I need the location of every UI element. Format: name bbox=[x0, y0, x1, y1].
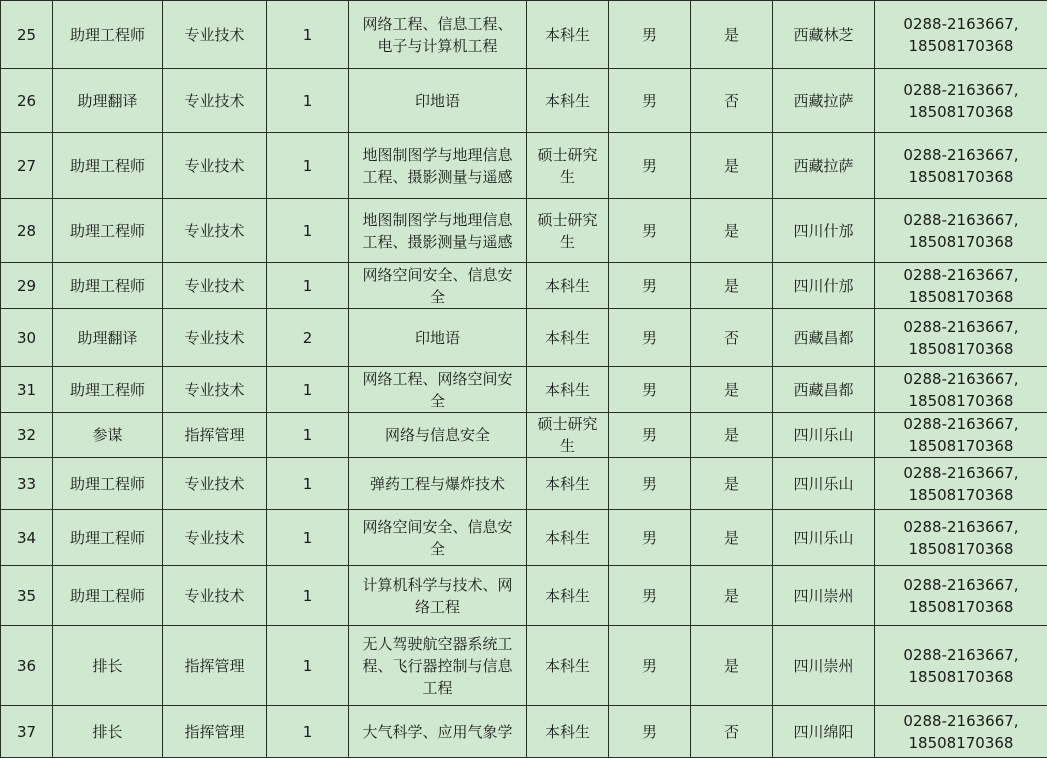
hiring-count: 1 bbox=[267, 367, 349, 413]
position-category: 专业技术 bbox=[163, 263, 267, 309]
contact-phone: 0288-2163667, 18508170368 bbox=[875, 413, 1047, 458]
position-category: 专业技术 bbox=[163, 133, 267, 199]
major-requirement: 计算机科学与技术、网 络工程 bbox=[349, 566, 527, 626]
hiring-count: 1 bbox=[267, 626, 349, 706]
table-row bbox=[1, 1, 1047, 69]
work-location: 西藏拉萨 bbox=[773, 133, 875, 199]
row-number: 33 bbox=[1, 458, 53, 510]
contact-phone: 0288-2163667, 18508170368 bbox=[875, 626, 1047, 706]
row-number: 34 bbox=[1, 510, 53, 566]
flag-value: 是 bbox=[691, 133, 773, 199]
hiring-count: 1 bbox=[267, 69, 349, 133]
hiring-count: 1 bbox=[267, 458, 349, 510]
hiring-count: 1 bbox=[267, 199, 349, 263]
position-category: 专业技术 bbox=[163, 69, 267, 133]
flag-value: 是 bbox=[691, 626, 773, 706]
major-requirement: 网络工程、网络空间安 全 bbox=[349, 367, 527, 413]
flag-value: 是 bbox=[691, 510, 773, 566]
education-requirement: 本科生 bbox=[527, 706, 609, 758]
education-requirement: 本科生 bbox=[527, 69, 609, 133]
position-name: 助理翻译 bbox=[53, 69, 163, 133]
table-row bbox=[1, 706, 1047, 758]
row-number: 32 bbox=[1, 413, 53, 458]
flag-value: 是 bbox=[691, 413, 773, 458]
work-location: 四川崇州 bbox=[773, 626, 875, 706]
education-requirement: 本科生 bbox=[527, 566, 609, 626]
position-name: 助理工程师 bbox=[53, 367, 163, 413]
position-category: 专业技术 bbox=[163, 458, 267, 510]
row-number: 37 bbox=[1, 706, 53, 758]
contact-phone: 0288-2163667, 18508170368 bbox=[875, 263, 1047, 309]
major-requirement: 无人驾驶航空器系统工 程、飞行器控制与信息 工程 bbox=[349, 626, 527, 706]
hiring-count: 1 bbox=[267, 263, 349, 309]
contact-phone: 0288-2163667, 18508170368 bbox=[875, 706, 1047, 758]
education-requirement: 硕士研究 生 bbox=[527, 413, 609, 458]
work-location: 四川什邡 bbox=[773, 263, 875, 309]
work-location: 四川绵阳 bbox=[773, 706, 875, 758]
gender-requirement: 男 bbox=[609, 458, 691, 510]
position-name: 排长 bbox=[53, 706, 163, 758]
education-requirement: 本科生 bbox=[527, 510, 609, 566]
education-requirement: 本科生 bbox=[527, 626, 609, 706]
position-category: 指挥管理 bbox=[163, 626, 267, 706]
table-row bbox=[1, 133, 1047, 199]
hiring-count: 1 bbox=[267, 1, 349, 69]
row-number: 31 bbox=[1, 367, 53, 413]
position-category: 专业技术 bbox=[163, 510, 267, 566]
gender-requirement: 男 bbox=[609, 69, 691, 133]
gender-requirement: 男 bbox=[609, 199, 691, 263]
position-name: 排长 bbox=[53, 626, 163, 706]
flag-value: 是 bbox=[691, 263, 773, 309]
position-category: 指挥管理 bbox=[163, 706, 267, 758]
table-row bbox=[1, 367, 1047, 413]
position-category: 专业技术 bbox=[163, 309, 267, 367]
gender-requirement: 男 bbox=[609, 367, 691, 413]
work-location: 四川什邡 bbox=[773, 199, 875, 263]
table-row bbox=[1, 199, 1047, 263]
table-row bbox=[1, 263, 1047, 309]
position-name: 助理翻译 bbox=[53, 309, 163, 367]
gender-requirement: 男 bbox=[609, 566, 691, 626]
major-requirement: 地图制图学与地理信息 工程、摄影测量与遥感 bbox=[349, 133, 527, 199]
contact-phone: 0288-2163667, 18508170368 bbox=[875, 566, 1047, 626]
table-row bbox=[1, 69, 1047, 133]
gender-requirement: 男 bbox=[609, 510, 691, 566]
position-name: 参谋 bbox=[53, 413, 163, 458]
education-requirement: 本科生 bbox=[527, 309, 609, 367]
education-requirement: 本科生 bbox=[527, 458, 609, 510]
hiring-count: 1 bbox=[267, 566, 349, 626]
gender-requirement: 男 bbox=[609, 706, 691, 758]
position-name: 助理工程师 bbox=[53, 566, 163, 626]
table-row bbox=[1, 309, 1047, 367]
row-number: 26 bbox=[1, 69, 53, 133]
position-name: 助理工程师 bbox=[53, 133, 163, 199]
position-category: 专业技术 bbox=[163, 199, 267, 263]
hiring-count: 1 bbox=[267, 706, 349, 758]
education-requirement: 本科生 bbox=[527, 367, 609, 413]
contact-phone: 0288-2163667, 18508170368 bbox=[875, 458, 1047, 510]
work-location: 四川崇州 bbox=[773, 566, 875, 626]
contact-phone: 0288-2163667, 18508170368 bbox=[875, 309, 1047, 367]
gender-requirement: 男 bbox=[609, 626, 691, 706]
position-category: 专业技术 bbox=[163, 1, 267, 69]
major-requirement: 弹药工程与爆炸技术 bbox=[349, 458, 527, 510]
hiring-count: 2 bbox=[267, 309, 349, 367]
flag-value: 是 bbox=[691, 199, 773, 263]
gender-requirement: 男 bbox=[609, 133, 691, 199]
contact-phone: 0288-2163667, 18508170368 bbox=[875, 510, 1047, 566]
row-number: 27 bbox=[1, 133, 53, 199]
gender-requirement: 男 bbox=[609, 263, 691, 309]
flag-value: 是 bbox=[691, 1, 773, 69]
gender-requirement: 男 bbox=[609, 309, 691, 367]
education-requirement: 硕士研究 生 bbox=[527, 199, 609, 263]
table-row bbox=[1, 626, 1047, 706]
work-location: 西藏昌都 bbox=[773, 367, 875, 413]
hiring-count: 1 bbox=[267, 133, 349, 199]
flag-value: 是 bbox=[691, 367, 773, 413]
flag-value: 是 bbox=[691, 458, 773, 510]
row-number: 36 bbox=[1, 626, 53, 706]
work-location: 四川乐山 bbox=[773, 458, 875, 510]
row-number: 28 bbox=[1, 199, 53, 263]
contact-phone: 0288-2163667, 18508170368 bbox=[875, 199, 1047, 263]
row-number: 35 bbox=[1, 566, 53, 626]
major-requirement: 印地语 bbox=[349, 309, 527, 367]
position-category: 指挥管理 bbox=[163, 413, 267, 458]
major-requirement: 网络空间安全、信息安 全 bbox=[349, 510, 527, 566]
flag-value: 否 bbox=[691, 706, 773, 758]
position-name: 助理工程师 bbox=[53, 1, 163, 69]
work-location: 西藏拉萨 bbox=[773, 69, 875, 133]
position-name: 助理工程师 bbox=[53, 199, 163, 263]
major-requirement: 网络工程、信息工程、 电子与计算机工程 bbox=[349, 1, 527, 69]
major-requirement: 网络与信息安全 bbox=[349, 413, 527, 458]
gender-requirement: 男 bbox=[609, 1, 691, 69]
work-location: 西藏林芝 bbox=[773, 1, 875, 69]
position-name: 助理工程师 bbox=[53, 263, 163, 309]
education-requirement: 本科生 bbox=[527, 1, 609, 69]
contact-phone: 0288-2163667, 18508170368 bbox=[875, 1, 1047, 69]
table-row bbox=[1, 413, 1047, 458]
flag-value: 否 bbox=[691, 309, 773, 367]
major-requirement: 印地语 bbox=[349, 69, 527, 133]
work-location: 四川乐山 bbox=[773, 510, 875, 566]
table-row bbox=[1, 566, 1047, 626]
row-number: 30 bbox=[1, 309, 53, 367]
position-name: 助理工程师 bbox=[53, 510, 163, 566]
contact-phone: 0288-2163667, 18508170368 bbox=[875, 367, 1047, 413]
hiring-count: 1 bbox=[267, 510, 349, 566]
position-category: 专业技术 bbox=[163, 566, 267, 626]
contact-phone: 0288-2163667, 18508170368 bbox=[875, 69, 1047, 133]
hiring-count: 1 bbox=[267, 413, 349, 458]
major-requirement: 网络空间安全、信息安 全 bbox=[349, 263, 527, 309]
flag-value: 是 bbox=[691, 566, 773, 626]
position-category: 专业技术 bbox=[163, 367, 267, 413]
flag-value: 否 bbox=[691, 69, 773, 133]
major-requirement: 地图制图学与地理信息 工程、摄影测量与遥感 bbox=[349, 199, 527, 263]
education-requirement: 本科生 bbox=[527, 263, 609, 309]
row-number: 25 bbox=[1, 1, 53, 69]
gender-requirement: 男 bbox=[609, 413, 691, 458]
table-row bbox=[1, 510, 1047, 566]
major-requirement: 大气科学、应用气象学 bbox=[349, 706, 527, 758]
education-requirement: 硕士研究 生 bbox=[527, 133, 609, 199]
table-row bbox=[1, 458, 1047, 510]
contact-phone: 0288-2163667, 18508170368 bbox=[875, 133, 1047, 199]
row-number: 29 bbox=[1, 263, 53, 309]
position-name: 助理工程师 bbox=[53, 458, 163, 510]
work-location: 西藏昌都 bbox=[773, 309, 875, 367]
work-location: 四川乐山 bbox=[773, 413, 875, 458]
